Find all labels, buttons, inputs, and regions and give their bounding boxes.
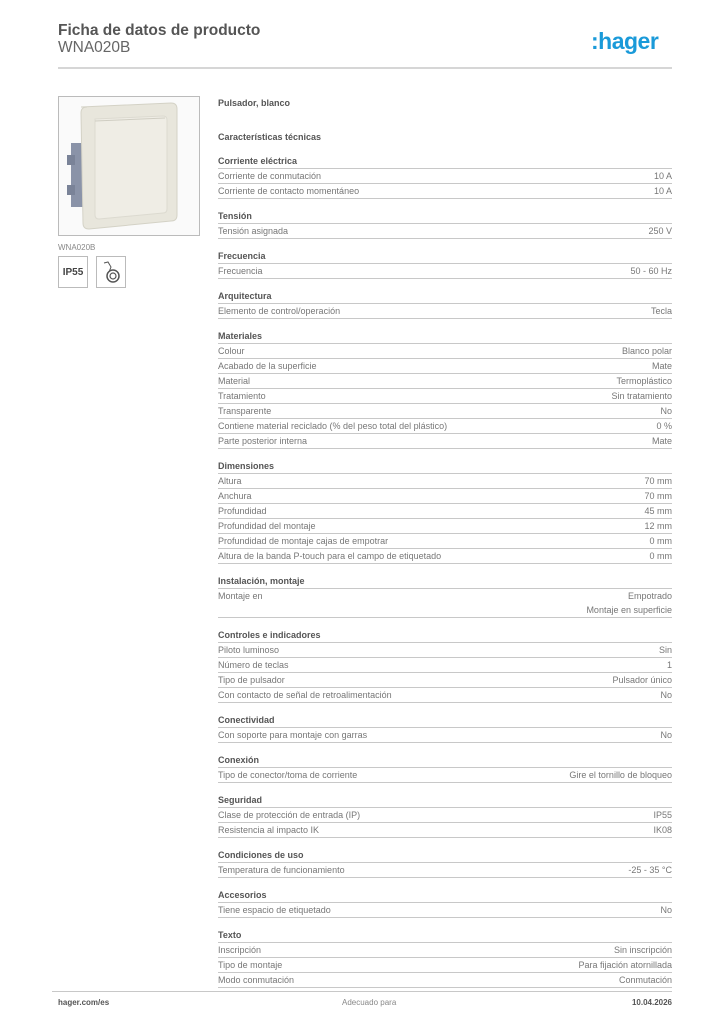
- push-button-switch-illustration: [59, 97, 199, 235]
- spec-label: Material: [218, 376, 251, 386]
- spec-value-line: IP55: [653, 810, 672, 820]
- spec-section: [218, 155, 672, 199]
- spec-value: [659, 643, 672, 657]
- spec-section: [218, 754, 672, 783]
- ip55-label: IP55: [62, 266, 84, 278]
- spec-label: Corriente de contacto momentáneo: [218, 186, 360, 196]
- spec-value: [586, 589, 672, 617]
- spec-value-line: Pulsador único: [612, 675, 672, 685]
- spec-value-line: Sin inscripción: [613, 945, 672, 955]
- spec-label: Tipo de pulsador: [218, 675, 285, 685]
- spec-value-line: 70 mm: [644, 476, 672, 486]
- spec-value: [660, 688, 672, 702]
- spec-value: [648, 224, 672, 238]
- spec-value-line: Termoplástico: [616, 376, 672, 386]
- spec-row: [218, 688, 672, 703]
- section-title: Tensión: [218, 210, 672, 224]
- spec-value-line: Empotrado: [627, 591, 672, 601]
- spec-value: [650, 534, 673, 548]
- spec-value: [656, 419, 672, 433]
- footer-website: hager.com/es: [58, 998, 110, 1007]
- spec-section: [218, 460, 672, 564]
- spec-section: [218, 210, 672, 239]
- section-title: Controles e indicadores: [218, 629, 672, 643]
- spec-value: [616, 374, 672, 388]
- spec-row: [218, 728, 672, 743]
- spec-label: Con soporte para montaje con garras: [218, 730, 368, 740]
- spec-row: [218, 504, 672, 519]
- spec-row: [218, 534, 672, 549]
- section-title: Accesorios: [218, 889, 672, 903]
- section-title: Dimensiones: [218, 460, 672, 474]
- spec-section: [218, 889, 672, 918]
- spec-value-line: 70 mm: [644, 491, 672, 501]
- section-title: Materiales: [218, 330, 672, 344]
- spec-row: [218, 943, 672, 958]
- spec-row: [218, 389, 672, 404]
- spec-value-line: Mate: [651, 361, 672, 371]
- spec-row: [218, 973, 672, 988]
- characteristics-title: Características técnicas: [218, 132, 322, 142]
- spec-value-line: No: [660, 730, 672, 740]
- spec-value: [569, 768, 672, 782]
- spec-value-line: 0 %: [656, 421, 672, 431]
- spec-value-line: -25 - 35 °C: [628, 865, 672, 875]
- spec-row: [218, 519, 672, 534]
- spec-row: [218, 589, 672, 618]
- spec-row: [218, 643, 672, 658]
- spec-value-line: Gire el tornillo de bloqueo: [569, 770, 672, 780]
- spec-value: [652, 359, 672, 373]
- spec-section: [218, 714, 672, 743]
- spec-row: [218, 359, 672, 374]
- spec-row: [218, 863, 672, 878]
- section-title: Instalación, montaje: [218, 575, 672, 589]
- page-title: Ficha de datos de producto: [58, 22, 261, 39]
- product-reference: WNA020B: [58, 39, 131, 56]
- spec-section: [218, 794, 672, 838]
- spec-row: [218, 658, 672, 673]
- spec-value-line: Sin tratamiento: [611, 391, 672, 401]
- spec-label: Modo conmutación: [218, 975, 295, 985]
- spec-label: Altura de la banda P-touch para el campo de etiquetado: [218, 551, 442, 561]
- spec-sections: [218, 155, 672, 988]
- spec-value: [653, 808, 672, 822]
- spec-value-line: 0 mm: [649, 551, 672, 561]
- section-title: Seguridad: [218, 794, 672, 808]
- datasheet-content: [218, 96, 672, 988]
- spec-value-line: IK08: [653, 825, 672, 835]
- screw-terminal-icon: [96, 256, 126, 288]
- spec-value-line: Tecla: [650, 306, 672, 316]
- spec-value: [654, 184, 672, 198]
- spec-value-line: 10 A: [653, 186, 672, 196]
- spec-value: [628, 863, 672, 877]
- hager-logo: :hager: [591, 28, 659, 54]
- spec-value-line: 1: [666, 660, 672, 670]
- image-caption: WNA020B: [58, 243, 96, 252]
- spec-label: Tipo de conector/toma de corriente: [218, 770, 358, 780]
- spec-label: Contiene material reciclado (% del peso total del plástico): [218, 421, 448, 431]
- spec-value: [660, 903, 672, 917]
- spec-row: [218, 224, 672, 239]
- spec-label: Piloto luminoso: [218, 645, 280, 655]
- spec-value: [650, 549, 673, 563]
- spec-label: Frecuencia: [218, 266, 263, 276]
- spec-row: [218, 673, 672, 688]
- spec-value: [619, 973, 672, 987]
- spec-row: [218, 903, 672, 918]
- spec-row: [218, 344, 672, 359]
- spec-value: [651, 304, 672, 318]
- spec-label: Parte posterior interna: [218, 436, 308, 446]
- section-title: Texto: [218, 929, 672, 943]
- spec-row: [218, 304, 672, 319]
- spec-label: Resistencia al impacto IK: [218, 825, 320, 835]
- ip55-badge: [58, 256, 88, 288]
- spec-row: [218, 808, 672, 823]
- spec-row: [218, 434, 672, 449]
- product-image: [58, 96, 200, 236]
- footer-suitable-for: Adecuado para: [342, 998, 397, 1007]
- spec-label: Elemento de control/operación: [218, 306, 341, 316]
- spec-label: Temperatura de funcionamiento: [218, 865, 345, 875]
- document-header: [58, 22, 260, 56]
- spec-label: Número de teclas: [218, 660, 289, 670]
- section-title: Frecuencia: [218, 250, 672, 264]
- spec-value: [644, 474, 672, 488]
- spec-section: [218, 629, 672, 703]
- spec-label: Corriente de conmutación: [218, 171, 322, 181]
- spec-value: [653, 823, 672, 837]
- spec-section: [218, 250, 672, 279]
- spec-row: [218, 264, 672, 279]
- spec-section: [218, 929, 672, 988]
- spec-value: [667, 658, 672, 672]
- spec-value: [612, 673, 672, 687]
- spec-section: [218, 330, 672, 449]
- spec-value-line: No: [660, 406, 672, 416]
- spec-value-line: 50 - 60 Hz: [630, 266, 672, 276]
- spec-label: Con contacto de señal de retroalimentación: [218, 690, 392, 700]
- spec-label: Tensión asignada: [218, 226, 289, 236]
- spec-label: Altura: [218, 476, 242, 486]
- spec-value-line: No: [660, 690, 672, 700]
- spec-value-line: Conmutación: [618, 975, 672, 985]
- section-title: Condiciones de uso: [218, 849, 672, 863]
- spec-value: [630, 264, 672, 278]
- spec-value: [644, 519, 672, 533]
- spec-row: [218, 489, 672, 504]
- spec-label: Profundidad del montaje: [218, 521, 316, 531]
- spec-value: [611, 389, 672, 403]
- spec-label: Inscripción: [218, 945, 262, 955]
- spec-value-line: 0 mm: [649, 536, 672, 546]
- spec-label: Acabado de la superficie: [218, 361, 317, 371]
- spec-value-line: Mate: [651, 436, 672, 446]
- section-title: Conexión: [218, 754, 672, 768]
- spec-label: Profundidad: [218, 506, 267, 516]
- spec-section: [218, 290, 672, 319]
- spec-value: [660, 728, 672, 742]
- spec-value: [614, 943, 672, 957]
- spec-section: [218, 575, 672, 618]
- section-title: Corriente eléctrica: [218, 155, 672, 169]
- product-name: Pulsador, blanco: [218, 98, 291, 108]
- spec-label: Profundidad de montaje cajas de empotrar: [218, 536, 389, 546]
- spec-row: [218, 404, 672, 419]
- header-divider: [58, 67, 672, 69]
- spec-value: [622, 344, 672, 358]
- spec-value-line: 10 A: [653, 171, 672, 181]
- spec-value: [578, 958, 672, 972]
- spec-label: Tipo de montaje: [218, 960, 283, 970]
- section-title: Arquitectura: [218, 290, 672, 304]
- screw-terminal-glyph: [100, 260, 122, 284]
- spec-label: Montaje en: [218, 591, 263, 601]
- spec-row: [218, 549, 672, 564]
- spec-row: [218, 184, 672, 199]
- spec-label: Anchura: [218, 491, 252, 501]
- spec-row: [218, 374, 672, 389]
- spec-value: [652, 434, 672, 448]
- spec-row: [218, 768, 672, 783]
- spec-value: [644, 504, 672, 518]
- spec-label: Transparente: [218, 406, 272, 416]
- footer-date: 10.04.2026: [631, 998, 672, 1007]
- spec-label: Tiene espacio de etiquetado: [218, 905, 331, 915]
- spec-value: [654, 169, 672, 183]
- spec-label: Colour: [218, 346, 245, 356]
- spec-row: [218, 419, 672, 434]
- spec-section: [218, 849, 672, 878]
- spec-value-line: Montaje en superficie: [586, 605, 672, 615]
- spec-value-line: Blanco polar: [621, 346, 672, 356]
- section-title: Conectividad: [218, 714, 672, 728]
- spec-value-line: 45 mm: [644, 506, 672, 516]
- spec-value: [660, 404, 672, 418]
- spec-value-line: 250 V: [648, 226, 672, 236]
- spec-value-line: Sin: [658, 645, 672, 655]
- spec-label: Tratamiento: [218, 391, 266, 401]
- spec-label: Clase de protección de entrada (IP): [218, 810, 361, 820]
- spec-value-line: No: [660, 905, 672, 915]
- spec-row: [218, 474, 672, 489]
- spec-value-line: Para fijación atornillada: [578, 960, 672, 970]
- spec-value: [644, 489, 672, 503]
- spec-row: [218, 823, 672, 838]
- footer-divider: [52, 991, 672, 992]
- spec-row: [218, 958, 672, 973]
- spec-value-line: 12 mm: [644, 521, 672, 531]
- spec-row: [218, 169, 672, 184]
